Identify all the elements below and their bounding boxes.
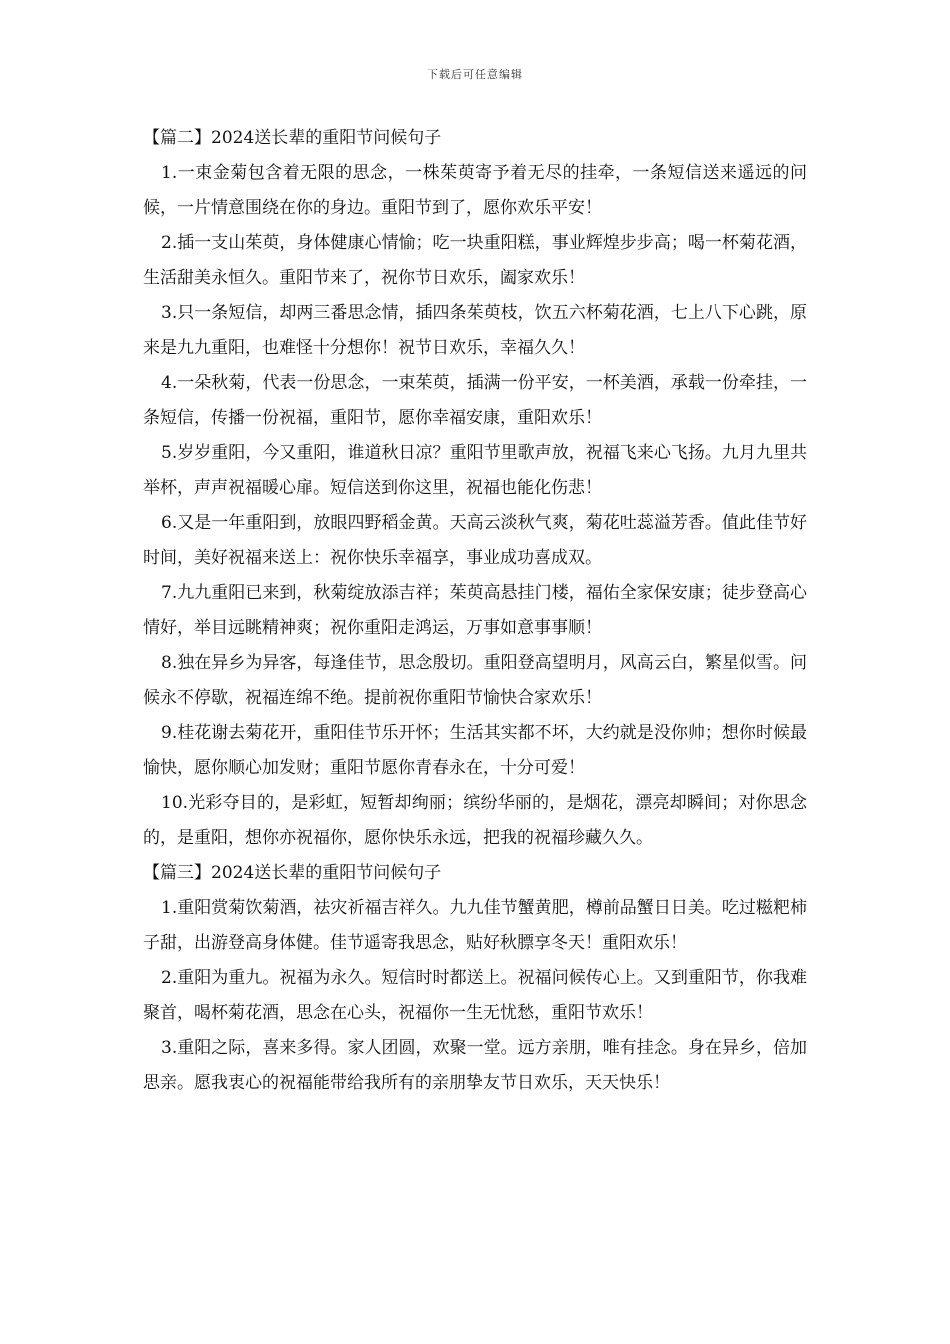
list-item: 3.重阳之际，喜来多得。家人团圆，欢聚一堂。远方亲朋，唯有挂念。身在异乡，倍加思亲。愿我衷心的祝福能带给我所有的亲朋挚友节日欢乐，天天快乐！ — [143, 1038, 807, 1093]
list-item: 5.岁岁重阳，今又重阳，谁道秋日凉？重阳节里歌声放，祝福飞来心飞扬。九月九里共举杯，声声祝福暖心扉。短信送到你这里，祝福也能化伤悲！ — [143, 443, 807, 498]
section-heading: 【篇二】2024送长辈的重阳节问候句子 — [143, 128, 442, 148]
section-heading: 【篇三】2024送长辈的重阳节问候句子 — [143, 863, 442, 883]
list-item: 9.桂花谢去菊花开，重阳佳节乐开怀；生活其实都不坏，大约就是没你帅；想你时候最愉快，愿你顺心加发财；重阳节愿你青春永在，十分可爱！ — [143, 723, 807, 778]
list-item: 1.重阳赏菊饮菊酒，祛灾祈福吉祥久。九九佳节蟹黄肥，樽前品蟹日日美。吃过糍粑柿子甜，出游登高身体健。佳节遥寄我思念，贴好秋膘享冬天！重阳欢乐！ — [143, 898, 807, 953]
list-item: 7.九九重阳已来到，秋菊绽放添吉祥；茱萸高悬挂门楼，福佑全家保安康；徒步登高心情好，举目远眺精神爽；祝你重阳走鸿运，万事如意事事顺！ — [143, 583, 807, 638]
list-item: 2.插一支山茱萸，身体健康心情愉；吃一块重阳糕，事业辉煌步步高；喝一杯菊花酒，生活甜美永恒久。重阳节来了，祝你节日欢乐，阖家欢乐！ — [143, 233, 807, 288]
list-item: 6.又是一年重阳到，放眼四野稻金黄。天高云淡秋气爽，菊花吐蕊溢芳香。值此佳节好时间，美好祝福来送上：祝你快乐幸福享，事业成功喜成双。 — [143, 513, 807, 568]
list-item: 1.一束金菊包含着无限的思念，一株茱萸寄予着无尽的挂牵，一条短信送来遥远的问候，一片情意围绕在你的身边。重阳节到了，愿你欢乐平安！ — [143, 163, 807, 218]
list-item: 3.只一条短信，却两三番思念情，插四条茱萸枝，饮五六杯菊花酒，七上八下心跳，原来是九九重阳，也难怪十分想你！祝节日欢乐，幸福久久！ — [143, 303, 807, 358]
list-item: 2.重阳为重九。祝福为永久。短信时时都送上。祝福问候传心上。又到重阳节，你我难聚首，喝杯菊花酒，思念在心头，祝福你一生无忧愁，重阳节欢乐！ — [143, 968, 807, 1023]
document-body — [143, 121, 807, 1101]
list-item: 8.独在异乡为异客，每逢佳节，思念殷切。重阳登高望明月，风高云白，繁星似雪。问候永不停歇，祝福连绵不绝。提前祝你重阳节愉快合家欢乐！ — [143, 653, 807, 708]
list-item: 4.一朵秋菊，代表一份思念，一束茱萸，插满一份平安，一杯美酒，承载一份牵挂，一条短信，传播一份祝福，重阳节，愿你幸福安康，重阳欢乐！ — [143, 373, 807, 428]
page-header: 下载后可任意编辑 — [427, 68, 523, 81]
list-item: 10.光彩夺目的，是彩虹，短暂却绚丽；缤纷华丽的，是烟花，漂亮却瞬间；对你思念的，是重阳，想你亦祝福你，愿你快乐永远，把我的祝福珍藏久久。 — [143, 793, 807, 848]
